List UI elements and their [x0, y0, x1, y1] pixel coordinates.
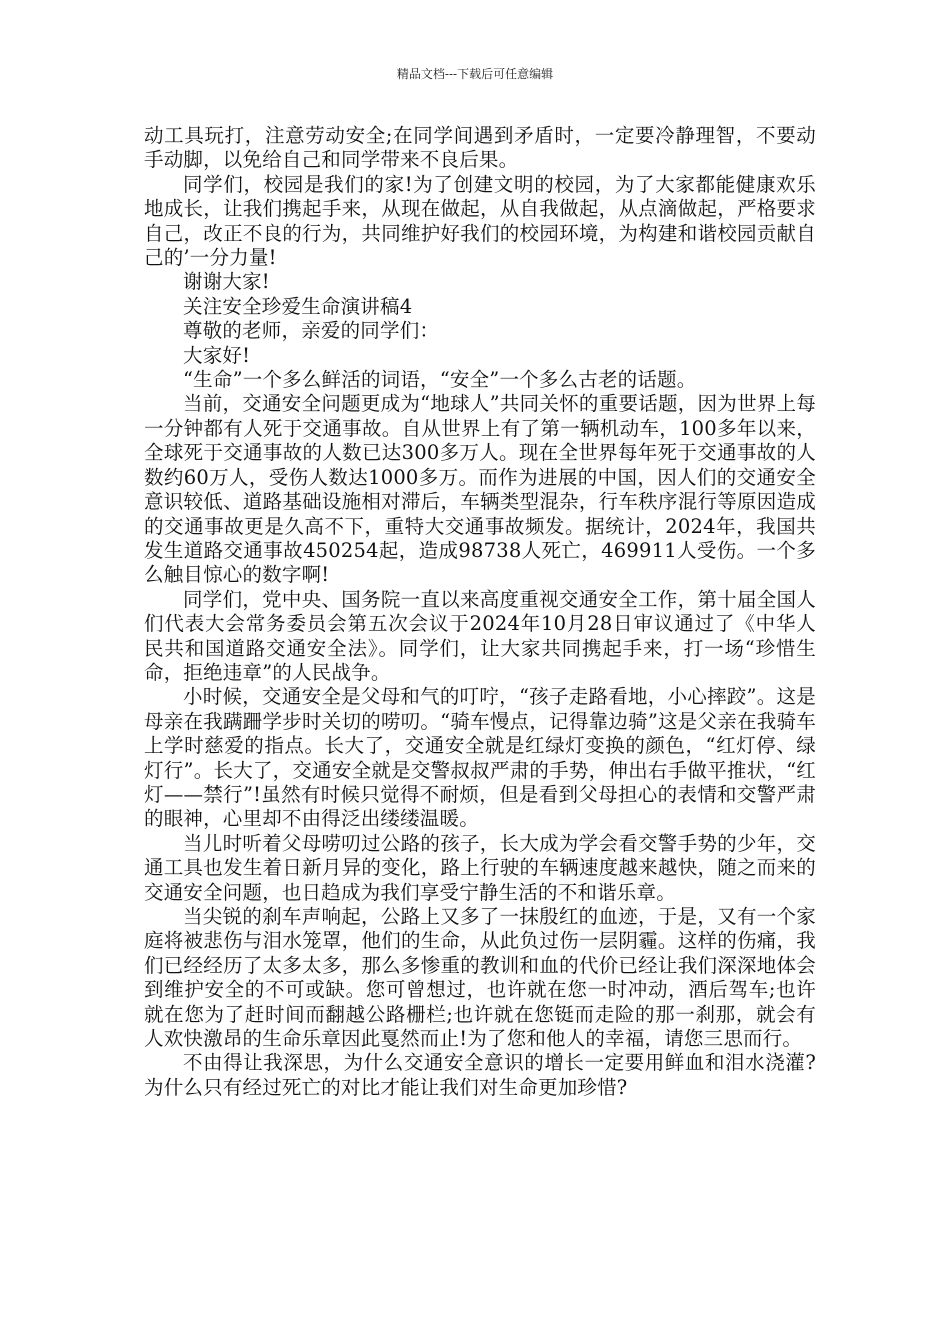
paragraph-3: 谢谢大家!: [183, 270, 270, 294]
paragraph-7: “生命”一个多么鲜活的词语，“安全”一个多么古老的话题。: [183, 368, 697, 392]
paragraph-8: 当前，交通安全问题更成为“地球人”共同关怀的重要话题，因为世界上每一分钟都有人死于交通事故。自从世界上有了第一辆机动车，100多年以来，全球死于交通事故的人数已达300多万人。现在全世界每年死于交通事故的人数约60万人，受伤人数达1000多万。而作为进展的中国，因人们的交通安全意识较低、道路基础设施相对滞后，车辆类型混杂，行车秩序混行等原因造成的交通事故更是久高不下，重特大交通事故频发。据统计，2024年，我国共发生道路交通事故450254起，造成98738人死亡，469911人受伤。一个多么触目惊心的数字啊!: [144, 392, 816, 587]
paragraph-12: 当尖锐的刹车声响起，公路上又多了一抹殷红的血迹，于是，又有一个家庭将被悲伤与泪水笼罩，他们的生命，从此负过伤一层阴霾。这样的伤痛，我们已经经历了太多太多，那么多惨重的教训和血的代价已经让我们深深地体会到维护安全的不可或缺。您可曾想过，也许就在您一时冲动，酒后驾车;也许就在您为了赶时间而翻越公路栅栏;也许就在您铤而走险的那一刹那，就会有人欢快激昂的生命乐章因此戛然而止!为了您和他人的幸福，请您三思而行。: [144, 905, 816, 1051]
paragraph-11: 当儿时听着父母唠叨过公路的孩子，长大成为学会看交警手势的少年，交通工具也发生着日新月异的变化，路上行驶的车辆速度越来越快，随之而来的交通安全问题，也日趋成为我们享受宁静生活的不和谐乐章。: [144, 831, 816, 904]
speech-title: 关注安全珍爱生命演讲稿4: [183, 294, 413, 318]
paragraph-10: 小时候，交通安全是父母和气的叮咛，“孩子走路看地，小心摔跤”。这是母亲在我蹒跚学步时关切的唠叨。“骑车慢点，记得靠边骑”这是父亲在我骑车上学时慈爱的指点。长大了，交通安全就是红绿灯变换的颜色，“红灯停、绿灯行”。长大了，交通安全就是交警叔叔严肃的手势，伸出右手做平推状，“红灯——禁行”!虽然有时候只觉得不耐烦，但是看到父母担心的表情和交警严肃的眼神，心里却不由得泛出缕缕温暖。: [144, 685, 816, 831]
page-header: 精品文档---下载后可任意编辑: [396, 67, 554, 81]
greeting: 大家好!: [183, 343, 251, 367]
paragraph-2: 同学们，校园是我们的家!为了创建文明的校园，为了大家都能健康欢乐地成长，让我们携起手来，从现在做起，从自我做起，从点滴做起，严格要求自己，改正不良的行为，共同维护好我们的校园环境，为构建和谐校园贡献自己的’一分力量!: [144, 172, 816, 270]
document-body: [144, 124, 816, 1100]
salutation: 尊敬的老师，亲爱的同学们：: [183, 319, 440, 343]
paragraph-9: 同学们，党中央、国务院一直以来高度重视交通安全工作，第十届全国人们代表大会常务委员会第五次会议于2024年10月28日审议通过了《中华人民共和国道路交通安全法》。同学们，让大家共同携起手来，打一场“珍惜生命，拒绝违章”的人民战争。: [144, 587, 816, 684]
paragraph-13: 不由得让我深思，为什么交通安全意识的增长一定要用鲜血和泪水浇灌?为什么只有经过死亡的对比才能让我们对生命更加珍惜?: [144, 1051, 816, 1099]
paragraph-1: 动工具玩打，注意劳动安全;在同学间遇到矛盾时，一定要冷静理智，不要动手动脚，以免给自己和同学带来不良后果。: [144, 124, 816, 172]
